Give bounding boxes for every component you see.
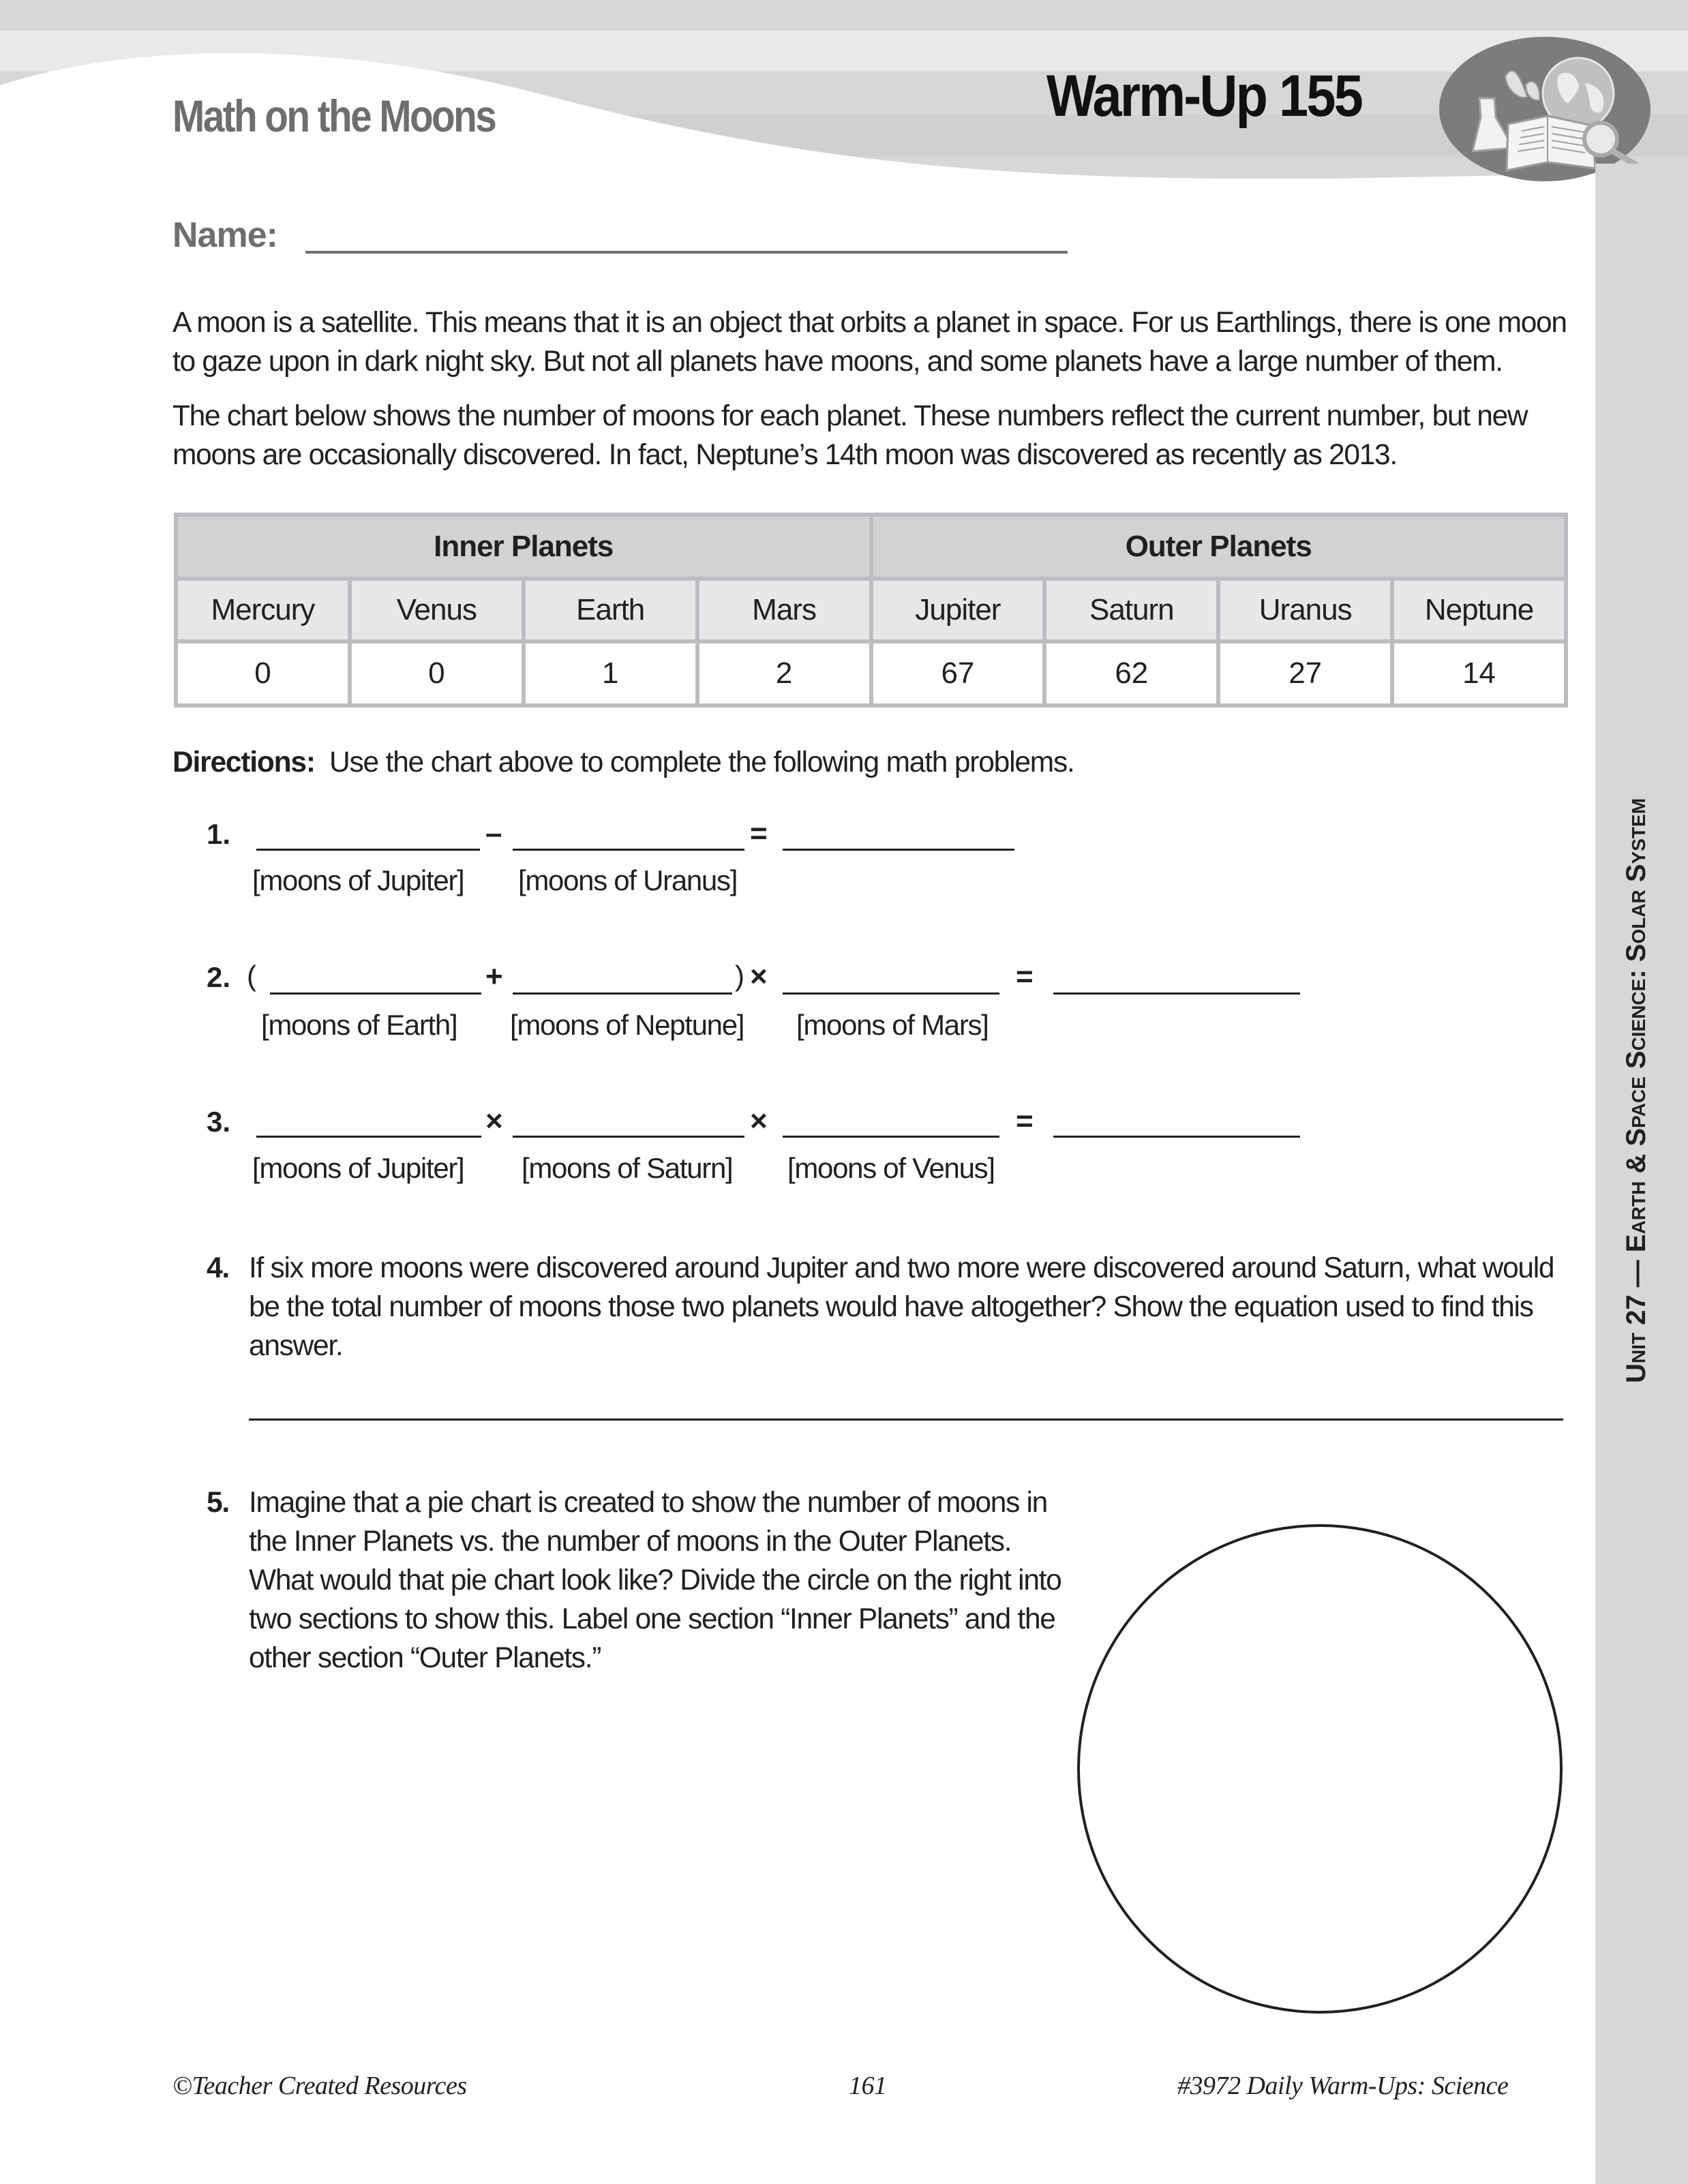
answer-blank[interactable] bbox=[513, 849, 744, 851]
name-label: Name: bbox=[172, 215, 277, 255]
footer-page-number: 161 bbox=[849, 2072, 887, 2100]
planet-mars: Mars bbox=[699, 581, 869, 639]
problem-number: 3. bbox=[207, 1106, 231, 1138]
planet-mercury: Mercury bbox=[178, 581, 348, 639]
planet-neptune: Neptune bbox=[1394, 581, 1564, 639]
times-operator: × bbox=[750, 1104, 768, 1138]
group-outer-planets: Outer Planets bbox=[873, 517, 1565, 577]
intro-paragraph-1: A moon is a satellite. This means that it is an object that orbits a planet in space. For us Earthlings, there is one moon to gaze upon in dark night sky. But not all planets have moons, and some planets have a large number of them. bbox=[172, 307, 1567, 378]
answer-blank[interactable] bbox=[513, 1136, 744, 1138]
problem-number: 2. bbox=[207, 961, 231, 993]
moons-table bbox=[174, 513, 1568, 708]
planet-venus: Venus bbox=[352, 581, 522, 639]
moons-uranus: 27 bbox=[1220, 643, 1390, 703]
blank-label: [moons of Earth] bbox=[261, 1009, 457, 1041]
blank-label: [moons of Jupiter] bbox=[252, 1152, 464, 1184]
answer-blank[interactable] bbox=[256, 849, 480, 851]
moons-mars: 2 bbox=[699, 643, 869, 703]
plus-operator: + bbox=[485, 960, 503, 993]
table-group-row bbox=[178, 517, 1564, 577]
directions bbox=[172, 746, 1074, 779]
table-moons-row bbox=[178, 643, 1564, 703]
pie-chart-circle[interactable] bbox=[1077, 1524, 1563, 2014]
result-blank[interactable] bbox=[1053, 1136, 1300, 1138]
planet-uranus: Uranus bbox=[1220, 581, 1390, 639]
moons-jupiter: 67 bbox=[873, 643, 1043, 703]
footer-copyright: ©Teacher Created Resources bbox=[172, 2072, 467, 2100]
minus-operator: – bbox=[485, 817, 502, 850]
answer-blank[interactable] bbox=[783, 1136, 999, 1138]
equals-operator: = bbox=[1016, 1104, 1034, 1138]
problem-number: 5. bbox=[207, 1487, 229, 1519]
problem-number: 4. bbox=[207, 1252, 229, 1284]
intro-paragraph-2: The chart below shows the number of moons for each planet. These numbers reflect the current number, but new moons are occasionally discovered. In fact, Neptune’s 14th moon was discovered as recently as 2013. bbox=[172, 400, 1528, 471]
open-paren: ( bbox=[247, 960, 256, 992]
times-operator: × bbox=[750, 960, 768, 993]
equals-operator: = bbox=[750, 817, 768, 850]
science-logo-icon bbox=[1438, 35, 1651, 183]
warmup-number: Warm-Up 155 bbox=[1046, 63, 1362, 129]
times-operator: × bbox=[485, 1104, 503, 1138]
problem-number: 1. bbox=[207, 818, 231, 850]
directions-text: Use the chart above to complete the following math problems. bbox=[329, 746, 1074, 778]
moons-neptune: 14 bbox=[1394, 643, 1564, 703]
problem-text: If six more moons were discovered around Jupiter and two more were discovered around Saturn, what would be the total number of moons those two planets would have altogether? Show the equation used to find this answer. bbox=[249, 1252, 1554, 1362]
blank-label: [moons of Saturn] bbox=[522, 1152, 733, 1184]
moons-saturn: 62 bbox=[1046, 643, 1216, 703]
answer-blank[interactable] bbox=[256, 1136, 481, 1138]
result-blank[interactable] bbox=[1053, 992, 1300, 995]
answer-blank[interactable] bbox=[783, 992, 999, 995]
moons-mercury: 0 bbox=[178, 643, 348, 703]
planet-saturn: Saturn bbox=[1046, 581, 1216, 639]
equals-operator: = bbox=[1016, 960, 1034, 993]
close-paren: ) bbox=[735, 960, 744, 992]
blank-label: [moons of Uranus] bbox=[518, 864, 738, 896]
name-field[interactable] bbox=[305, 251, 1068, 254]
table-planet-row bbox=[178, 581, 1564, 639]
moons-venus: 0 bbox=[352, 643, 522, 703]
directions-label: Directions: bbox=[172, 746, 315, 778]
blank-label: [moons of Mars] bbox=[796, 1009, 989, 1041]
answer-blank[interactable] bbox=[513, 992, 732, 995]
result-blank[interactable] bbox=[783, 849, 1014, 851]
blank-label: [moons of Neptune] bbox=[510, 1009, 744, 1041]
answer-line[interactable] bbox=[249, 1419, 1563, 1421]
group-inner-planets: Inner Planets bbox=[178, 517, 869, 577]
planet-earth: Earth bbox=[526, 581, 695, 639]
answer-blank[interactable] bbox=[270, 992, 481, 995]
problem-text: Imagine that a pie chart is created to show the number of moons in the Inner Planets vs. the number of moons in the Outer Planets. What would that pie chart look like? Divide the circle on the right into two sections to show this. Label one section “Inner Planets” and the other section “Outer Planets.” bbox=[249, 1487, 1061, 1674]
page-title: Math on the Moons bbox=[172, 91, 496, 141]
moons-earth: 1 bbox=[526, 643, 695, 703]
footer-book-title: #3972 Daily Warm-Ups: Science bbox=[1177, 2072, 1509, 2100]
unit-label: Unit 27 — Earth & Space Science: Solar System bbox=[1621, 798, 1651, 1384]
blank-label: [moons of Venus] bbox=[787, 1152, 995, 1184]
blank-label: [moons of Jupiter] bbox=[252, 864, 464, 896]
planet-jupiter: Jupiter bbox=[873, 581, 1043, 639]
